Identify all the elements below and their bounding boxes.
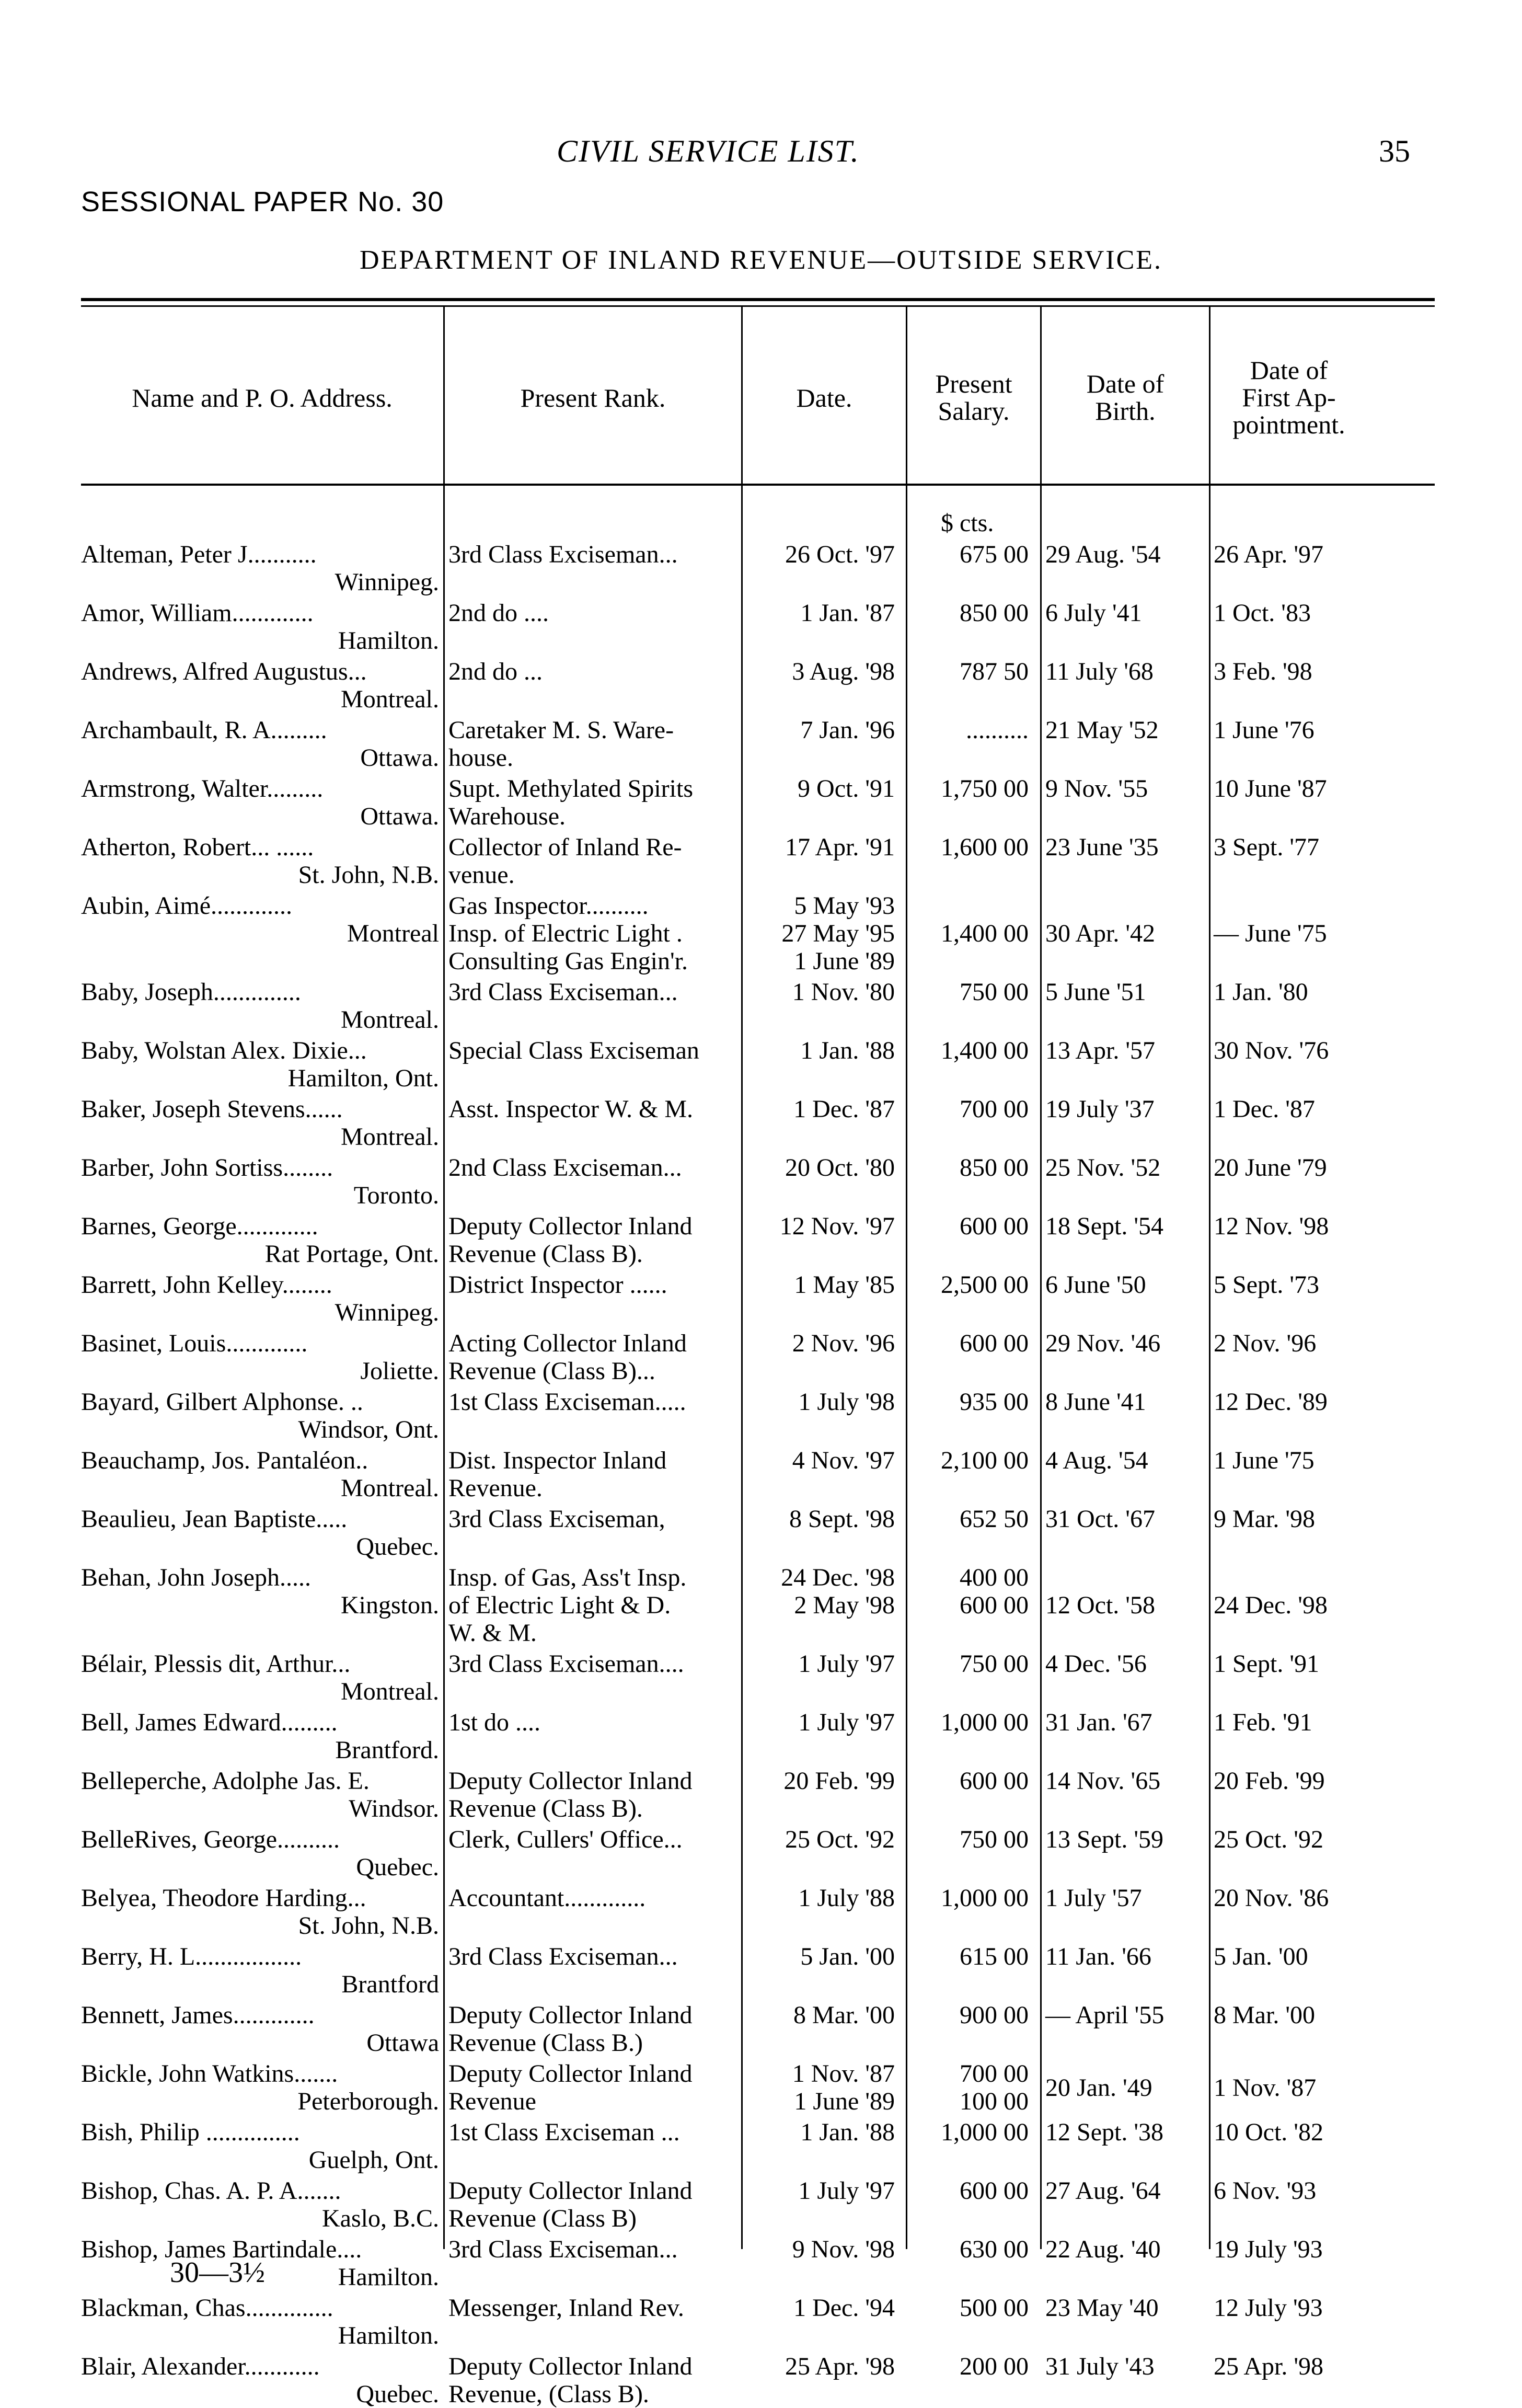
entry-rank: Accountant............. [448, 1884, 646, 1912]
entry-rank: Supt. Methylated Spirits [448, 775, 693, 802]
entry-rank: Deputy Collector Inland [448, 2001, 693, 2029]
entry-address: St. John, N.B. [298, 861, 439, 889]
entry-date: 1 July '88 [798, 1884, 895, 1912]
entry-name: Belyea, Theodore Harding... [81, 1884, 366, 1912]
entry-birth-date: 14 Nov. '65 [1045, 1767, 1161, 1795]
entry-address: Quebec. [356, 2380, 439, 2408]
entry-date: 1 July '97 [798, 1650, 895, 1678]
entry-birth-date: 23 June '35 [1045, 833, 1159, 861]
footer-signature-mark: 30—3½ [170, 2256, 265, 2289]
entry-rank: Gas Inspector.......... [448, 892, 649, 920]
entry-birth-date: 22 Aug. '40 [1045, 2235, 1161, 2263]
entry-rank: Deputy Collector Inland [448, 2060, 693, 2088]
entry-birth-date: 19 July '37 [1045, 1095, 1155, 1123]
entry-date: 5 Jan. '00 [800, 1943, 895, 1970]
entry-birth-date: 5 June '51 [1045, 978, 1146, 1006]
entry-address: Hamilton. [338, 627, 439, 655]
entry-first-appointment: 1 June '75 [1214, 1447, 1315, 1474]
entry-salary: 700 00 [960, 1095, 1029, 1123]
column-divider [1209, 307, 1210, 2249]
entry-first-appointment: 5 Sept. '73 [1214, 1271, 1319, 1299]
entry-rank-line2: Revenue [448, 2088, 536, 2115]
entry-salary: 750 00 [960, 978, 1029, 1006]
entry-date: 20 Feb. '99 [783, 1767, 895, 1795]
entry-birth-date: 1 July '57 [1045, 1884, 1142, 1912]
entry-date: 7 Jan. '96 [800, 716, 895, 744]
entry-rank: Messenger, Inland Rev. [448, 2294, 684, 2322]
entry-first-appointment: 6 Nov. '93 [1214, 2177, 1317, 2205]
entry-birth-date: 6 July '41 [1045, 599, 1142, 627]
entry-birth-date: 11 July '68 [1045, 658, 1154, 685]
entry-salary: 750 00 [960, 1650, 1029, 1678]
entry-rank: Acting Collector Inland [448, 1329, 687, 1357]
entry-date: 24 Dec. '98 [781, 1564, 895, 1591]
entry-date: 26 Oct. '97 [785, 541, 895, 568]
entry-first-appointment: 9 Mar. '98 [1214, 1505, 1315, 1533]
entry-first-appointment: 12 July '93 [1214, 2294, 1323, 2322]
entry-rank-line3: Consulting Gas Engin'r. [448, 947, 688, 975]
entry-date: 1 Dec. '87 [793, 1095, 895, 1123]
running-title: CIVIL SERVICE LIST. [557, 134, 860, 168]
entry-rank: 3rd Class Exciseman, [448, 1505, 665, 1533]
entry-first-appointment: 10 Oct. '82 [1214, 2118, 1323, 2146]
entry-name: Baker, Joseph Stevens...... [81, 1095, 343, 1123]
entry-name: Bayard, Gilbert Alphonse. .. [81, 1388, 363, 1416]
entry-birth-date: 31 Oct. '67 [1045, 1505, 1155, 1533]
entry-name: Baby, Wolstan Alex. Dixie... [81, 1037, 367, 1064]
entry-rank: Insp. of Gas, Ass't Insp. [448, 1564, 687, 1591]
entry-address: St. John, N.B. [298, 1912, 439, 1940]
entry-date: 1 May '85 [794, 1271, 895, 1299]
header-first-line3: pointment. [1232, 410, 1345, 439]
entry-name: Bickle, John Watkins....... [81, 2060, 338, 2088]
entry-first-appointment: 25 Apr. '98 [1214, 2353, 1323, 2380]
entry-address: Rat Portage, Ont. [264, 1240, 439, 1268]
entry-birth-date: 12 Sept. '38 [1045, 2118, 1163, 2146]
entry-name: Barnes, George............. [81, 1212, 318, 1240]
entry-name: Bell, James Edward......... [81, 1708, 338, 1736]
entry-date: 1 Jan. '87 [800, 599, 895, 627]
entry-rank: 1st Class Exciseman ... [448, 2118, 680, 2146]
entry-rank: 1st Class Exciseman..... [448, 1388, 686, 1416]
entry-name: Bishop, James Bartindale.... [81, 2235, 362, 2263]
entry-birth-date: 13 Sept. '59 [1045, 1826, 1163, 1853]
entry-first-appointment: 25 Oct. '92 [1214, 1826, 1323, 1853]
entry-name: Blackman, Chas.............. [81, 2294, 333, 2322]
entry-first-appointment: — June '75 [1214, 920, 1327, 947]
entry-address: Hamilton. [338, 2263, 439, 2291]
entry-rank-line2: Warehouse. [448, 802, 566, 830]
entry-rank-line2: Revenue, (Class B). [448, 2380, 649, 2408]
sessional-paper-label: SESSIONAL PAPER No. 30 [81, 186, 444, 217]
entry-rank-line2: Insp. of Electric Light . [448, 920, 683, 947]
entry-name: Bennett, James............. [81, 2001, 315, 2029]
entry-date-line2: 27 May '95 [781, 920, 895, 947]
entry-birth-date: 30 Apr. '42 [1045, 920, 1155, 947]
table-top-rule-thin [81, 305, 1435, 307]
header-first-appointment [1210, 357, 1367, 438]
entry-rank: Deputy Collector Inland [448, 2177, 693, 2205]
header-birth-line2: Birth. [1095, 396, 1156, 426]
entry-address: Winnipeg. [335, 1299, 439, 1326]
entry-birth-date: 20 Jan. '49 [1045, 2073, 1152, 2102]
table-top-rule-thick [81, 298, 1435, 301]
entry-first-appointment: 3 Feb. '98 [1214, 658, 1312, 685]
entry-salary: 2,500 00 [941, 1271, 1029, 1299]
entry-address: Joliette. [360, 1357, 439, 1385]
entry-rank: Dist. Inspector Inland [448, 1447, 667, 1474]
entry-name: Alteman, Peter J........... [81, 541, 317, 568]
entry-address: Ottawa. [360, 744, 439, 772]
entry-first-appointment: 20 June '79 [1214, 1154, 1327, 1182]
entry-rank-line2: Revenue. [448, 1474, 543, 1502]
entry-rank-line3: W. & M. [448, 1619, 537, 1647]
entry-address: Montreal [347, 920, 439, 947]
entry-first-appointment: 20 Feb. '99 [1214, 1767, 1325, 1795]
entry-rank: 1st do .... [448, 1708, 541, 1736]
entry-name: Aubin, Aimé............. [81, 892, 292, 920]
entry-rank: District Inspector ...... [448, 1271, 667, 1299]
entry-name: Berry, H. L................. [81, 1943, 302, 1970]
entry-date-line3: 1 June '89 [794, 947, 895, 975]
entry-first-appointment: 1 Feb. '91 [1214, 1708, 1312, 1736]
entry-name: Bishop, Chas. A. P. A....... [81, 2177, 341, 2205]
entry-first-appointment: 12 Nov. '98 [1214, 1212, 1329, 1240]
entry-date: 17 Apr. '91 [785, 833, 895, 861]
entry-address: Montreal. [341, 1006, 439, 1034]
header-salary-line1: Present [935, 369, 1012, 398]
entry-date: 12 Nov. '97 [779, 1212, 895, 1240]
entry-salary: 1,600 00 [941, 833, 1029, 861]
entry-date: 20 Oct. '80 [785, 1154, 895, 1182]
entry-name: Amor, William............. [81, 599, 314, 627]
entry-date: 1 Nov. '87 [792, 2060, 895, 2088]
entry-rank: Deputy Collector Inland [448, 1212, 693, 1240]
entry-address: Montreal. [341, 685, 439, 713]
entry-birth-date: 6 June '50 [1045, 1271, 1146, 1299]
entry-salary: 500 00 [960, 2294, 1029, 2322]
header-rank: Present Rank. [520, 383, 666, 412]
entry-salary: 750 00 [960, 1826, 1029, 1853]
entry-date: 1 July '97 [798, 2177, 895, 2205]
entry-rank: 3rd Class Exciseman... [448, 2235, 678, 2263]
entry-salary: 630 00 [960, 2235, 1029, 2263]
header-date: Date. [796, 383, 852, 412]
entry-salary: 850 00 [960, 1154, 1029, 1182]
entry-first-appointment: 1 Sept. '91 [1214, 1650, 1319, 1678]
entry-rank: 2nd do .... [448, 599, 549, 627]
header-name: Name and P. O. Address. [132, 383, 393, 412]
entry-rank-line2: Revenue (Class B.) [448, 2029, 643, 2057]
entry-salary: 600 00 [960, 1212, 1029, 1240]
entry-salary: 787 50 [960, 658, 1029, 685]
entry-birth-date: 4 Dec. '56 [1045, 1650, 1147, 1678]
entry-date: 3 Aug. '98 [792, 658, 895, 685]
entry-salary: 1,000 00 [941, 1884, 1029, 1912]
header-first-line1: Date of [1250, 356, 1328, 385]
entry-address: Winnipeg. [335, 568, 439, 596]
entry-salary: 850 00 [960, 599, 1029, 627]
page-number: 35 [1379, 134, 1410, 168]
entry-salary-line2: 100 00 [960, 2088, 1029, 2115]
entry-salary: 1,000 00 [941, 1708, 1029, 1736]
entry-address: Brantford [341, 1970, 439, 1998]
entry-birth-date: 8 June '41 [1045, 1388, 1146, 1416]
entry-name: Baby, Joseph.............. [81, 978, 301, 1006]
entry-date: 1 Nov. '80 [792, 978, 895, 1006]
entry-first-appointment: 1 Nov. '87 [1214, 2073, 1317, 2102]
entry-address: Quebec. [356, 1533, 439, 1561]
entry-birth-date: 21 May '52 [1045, 716, 1159, 744]
entry-name: Behan, John Joseph..... [81, 1564, 311, 1591]
entry-rank: Deputy Collector Inland [448, 1767, 693, 1795]
entry-address: Hamilton. [338, 2322, 439, 2349]
entry-rank: Clerk, Cullers' Office... [448, 1826, 683, 1853]
entry-date: 1 Jan. '88 [800, 2118, 895, 2146]
entry-address: Hamilton, Ont. [287, 1064, 439, 1092]
entry-birth-date: 29 Aug. '54 [1045, 541, 1161, 568]
entry-salary: 400 00 [960, 1564, 1029, 1591]
entry-rank: Deputy Collector Inland [448, 2353, 693, 2380]
entry-address: Kingston. [340, 1591, 439, 1619]
entry-salary: 200 00 [960, 2353, 1029, 2380]
entry-date: 2 Nov. '96 [792, 1329, 895, 1357]
entry-rank-line2: of Electric Light & D. [448, 1591, 671, 1619]
entry-rank: 3rd Class Exciseman... [448, 978, 678, 1006]
entry-date: 8 Sept. '98 [789, 1505, 895, 1533]
entry-birth-date: 31 July '43 [1045, 2353, 1155, 2380]
entry-date: 9 Nov. '98 [792, 2235, 895, 2263]
entry-rank-line2: Revenue (Class B). [448, 1795, 643, 1822]
entry-salary: 600 00 [960, 2177, 1029, 2205]
entry-date: 8 Mar. '00 [793, 2001, 895, 2029]
entry-salary-line2: 600 00 [960, 1591, 1029, 1619]
entry-first-appointment: 1 Dec. '87 [1214, 1095, 1315, 1123]
entry-first-appointment: 20 Nov. '86 [1214, 1884, 1329, 1912]
entry-first-appointment: 26 Apr. '97 [1214, 541, 1323, 568]
entry-salary: 935 00 [960, 1388, 1029, 1416]
entry-birth-date: 12 Oct. '58 [1045, 1591, 1155, 1619]
entry-address: Windsor. [349, 1795, 439, 1822]
entry-salary: 652 50 [960, 1505, 1029, 1533]
entry-rank-line2: Revenue (Class B) [448, 2205, 637, 2232]
entry-rank: Asst. Inspector W. & M. [448, 1095, 693, 1123]
entry-salary: 1,000 00 [941, 2118, 1029, 2146]
entry-first-appointment: 1 June '76 [1214, 716, 1315, 744]
entry-name: Basinet, Louis............. [81, 1329, 308, 1357]
entry-salary: 615 00 [960, 1943, 1029, 1970]
entry-address: Quebec. [356, 1853, 439, 1881]
entry-name: Bélair, Plessis dit, Arthur... [81, 1650, 351, 1678]
entry-birth-date: 27 Aug. '64 [1045, 2177, 1161, 2205]
column-divider [443, 307, 445, 2249]
entry-date-line2: 2 May '98 [794, 1591, 895, 1619]
entry-date: 25 Oct. '92 [785, 1826, 895, 1853]
entry-salary: 600 00 [960, 1329, 1029, 1357]
entry-birth-date: 18 Sept. '54 [1045, 1212, 1163, 1240]
entry-rank: 2nd Class Exciseman... [448, 1154, 682, 1182]
entry-rank: Collector of Inland Re- [448, 833, 682, 861]
entry-date-line2: 1 June '89 [794, 2088, 895, 2115]
entry-rank: 3rd Class Exciseman... [448, 541, 678, 568]
entry-first-appointment: 1 Oct. '83 [1214, 599, 1311, 627]
entry-rank-line2: house. [448, 744, 513, 772]
entry-address: Ottawa. [360, 802, 439, 830]
entry-date: 5 May '93 [794, 892, 895, 920]
entry-salary: 600 00 [960, 1767, 1029, 1795]
entry-address: Ottawa [366, 2029, 439, 2057]
entry-birth-date: 11 Jan. '66 [1045, 1943, 1151, 1970]
entry-name: Beauchamp, Jos. Pantaléon.. [81, 1447, 368, 1474]
entry-salary: 1,400 00 [941, 920, 1029, 947]
entry-rank: Caretaker M. S. Ware- [448, 716, 674, 744]
department-heading: DEPARTMENT OF INLAND REVENUE—OUTSIDE SERVICE. [359, 245, 1163, 275]
entry-rank: 2nd do ... [448, 658, 543, 685]
entry-salary: 2,100 00 [941, 1447, 1029, 1474]
entry-name: Archambault, R. A......... [81, 716, 327, 744]
header-birth-line1: Date of [1086, 369, 1164, 398]
entry-rank-line2: Revenue (Class B)... [448, 1357, 655, 1385]
entry-name: BelleRives, George.......... [81, 1826, 340, 1853]
entry-address: Montreal. [341, 1474, 439, 1502]
entry-rank: 3rd Class Exciseman.... [448, 1650, 684, 1678]
entry-name: Barber, John Sortiss........ [81, 1154, 333, 1182]
header-birth [1042, 370, 1209, 425]
entry-first-appointment: 24 Dec. '98 [1214, 1591, 1328, 1619]
entry-birth-date: — April '55 [1045, 2001, 1164, 2029]
entry-name: Atherton, Robert... ...... [81, 833, 314, 861]
entry-date: 1 Dec. '94 [793, 2294, 895, 2322]
entry-first-appointment: 10 June '87 [1214, 775, 1327, 802]
entry-first-appointment: 30 Nov. '76 [1214, 1037, 1329, 1064]
entry-first-appointment: 1 Jan. '80 [1214, 978, 1308, 1006]
entry-address: Brantford. [335, 1736, 439, 1764]
entry-birth-date: 29 Nov. '46 [1045, 1329, 1161, 1357]
entry-first-appointment: 19 July '93 [1214, 2235, 1323, 2263]
entry-date: 1 July '97 [798, 1708, 895, 1736]
entry-birth-date: 23 May '40 [1045, 2294, 1159, 2322]
header-salary [907, 370, 1040, 425]
entry-address: Guelph, Ont. [308, 2146, 439, 2174]
entry-first-appointment: 8 Mar. '00 [1214, 2001, 1315, 2029]
entry-date: 1 Jan. '88 [800, 1037, 895, 1064]
entry-rank: Special Class Exciseman [448, 1037, 699, 1064]
entry-name: Barrett, John Kelley........ [81, 1271, 332, 1299]
entry-address: Windsor, Ont. [298, 1416, 439, 1443]
entry-name: Blair, Alexander............ [81, 2353, 320, 2380]
entry-address: Montreal. [341, 1123, 439, 1151]
entry-salary: 900 00 [960, 2001, 1029, 2029]
entry-address: Montreal. [341, 1678, 439, 1705]
entry-first-appointment: 5 Jan. '00 [1214, 1943, 1308, 1970]
entry-salary: 700 00 [960, 2060, 1029, 2088]
entry-first-appointment: 12 Dec. '89 [1214, 1388, 1328, 1416]
header-salary-line2: Salary. [938, 396, 1010, 426]
entry-date: 9 Oct. '91 [798, 775, 895, 802]
entry-name: Armstrong, Walter......... [81, 775, 324, 802]
header-bottom-rule [81, 484, 1435, 486]
salary-unit-label: $ cts. [941, 509, 994, 537]
entry-birth-date: 9 Nov. '55 [1045, 775, 1148, 802]
entry-salary: .......... [966, 716, 1029, 744]
entry-name: Bish, Philip ............... [81, 2118, 300, 2146]
entry-address: Peterborough. [297, 2088, 439, 2115]
entry-birth-date: 25 Nov. '52 [1045, 1154, 1161, 1182]
entry-rank-line2: venue. [448, 861, 515, 889]
entry-date: 1 July '98 [798, 1388, 895, 1416]
entry-address: Kaslo, B.C. [321, 2205, 439, 2232]
entry-rank-line2: Revenue (Class B). [448, 1240, 643, 1268]
entry-name: Beaulieu, Jean Baptiste..... [81, 1505, 348, 1533]
entry-birth-date: 31 Jan. '67 [1045, 1708, 1152, 1736]
entry-salary: 675 00 [960, 541, 1029, 568]
header-first-line2: First Ap- [1242, 383, 1336, 412]
entry-birth-date: 4 Aug. '54 [1045, 1447, 1148, 1474]
entry-address: Toronto. [353, 1182, 439, 1209]
entry-first-appointment: 2 Nov. '96 [1214, 1329, 1317, 1357]
entry-salary: 1,400 00 [941, 1037, 1029, 1064]
entry-salary: 1,750 00 [941, 775, 1029, 802]
entry-rank: 3rd Class Exciseman... [448, 1943, 678, 1970]
entry-date: 4 Nov. '97 [792, 1447, 895, 1474]
entry-name: Andrews, Alfred Augustus... [81, 658, 367, 685]
entry-date: 25 Apr. '98 [785, 2353, 895, 2380]
entry-birth-date: 13 Apr. '57 [1045, 1037, 1155, 1064]
column-divider [1040, 307, 1042, 2249]
entry-name: Belleperche, Adolphe Jas. E. [81, 1767, 370, 1795]
entry-first-appointment: 3 Sept. '77 [1214, 833, 1319, 861]
